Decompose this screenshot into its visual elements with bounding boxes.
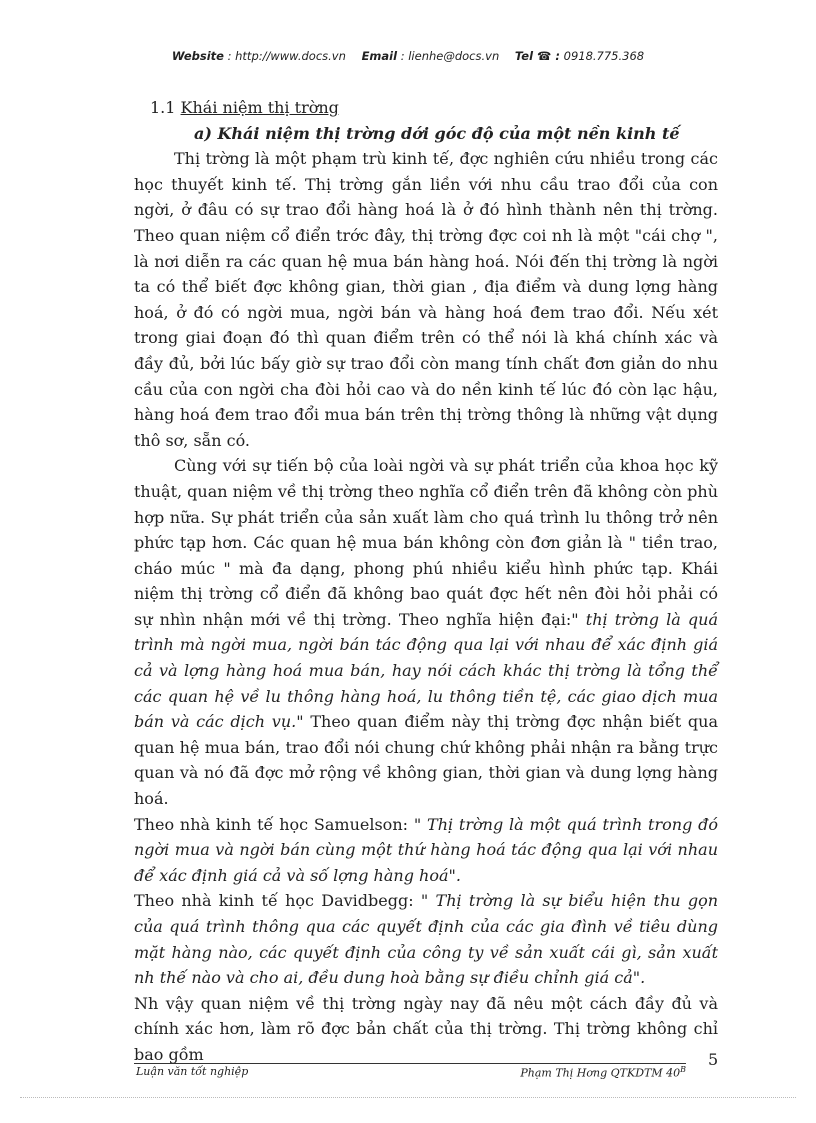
page-header — [0, 49, 816, 63]
paragraph-4-quote: Thị trờng là sự biểu hiện thu gọn của quá trình thông qua các quyết định của các gia đình về tiêu dùng mặt hàng nào, các quyết định của công ty về sản xuất cái gì, sản xuất nh thế nào và cho ai, đều dung hoà bằng sự điều chỉnh giá cả". — [134, 891, 719, 988]
tel-label: Tel ☎ : — [514, 49, 560, 63]
tel-value: 0918.775.368 — [563, 49, 645, 63]
paragraph-1: Thị trờng là một phạm trù kinh tế, đợc nghiên cứu nhiều trong các học thuyết kinh tế. Thị trờng gắn liền với nhu cầu trao đổi của con ngời, ở đâu có sự trao đổi hàng hoá là ở đó hình thành nên thị trờng. Theo quan niệm cổ điển trớc đây, thị trờng đợc coi nh là một "cái chợ ", là nơi diễn ra các quan hệ mua bán hàng hoá. Nói đến thị trờng là ngời ta có thể biết đợc không gian, thời gian , địa điểm và dung lợng hàng hoá, ở đó có ngời mua, ngời bán và hàng hoá đem trao đổi. Nếu xét trong giai đoạn đó thì quan điểm trên có thể nói là khá chính xác và đầy đủ, bởi lúc bấy giờ sự trao đổi còn mang tính chất đơn giản do nhu cầu của con ngời cha đòi hỏi cao và do nền kinh tế lúc đó còn lạc hậu, hàng hoá đem trao đổi mua bán trên thị trờng thông là những vật dụng thô sơ, sẵn có. — [134, 149, 718, 450]
email-label: Email — [361, 49, 398, 63]
subsection-heading: a) Khái niệm thị trờng dới góc độ của một nền kinh tế — [194, 123, 680, 143]
page-bottom-border — [20, 1097, 796, 1098]
paragraph-2-text-a: Cùng với sự tiến bộ của loài ngời và sự phát triển của khoa học kỹ thuật, quan niệm về thị trờng theo nghĩa cổ điển trên đã không còn phù hợp nữa. Sự phát triển của sản xuất làm cho quá trình lu thông trở nên phức tạp hơn. Các quan hệ mua bán không còn đơn giản là " tiền trao, cháo múc " mà đa dạng, phong phú nhiều kiểu hình phức tạp. Khái niệm thị trờng cổ điển đã không bao quát đợc hết nên đòi hỏi phải có sự nhìn nhận mới về thị trờng. Theo nghĩa hiện đại:" — [134, 456, 718, 629]
footer-author: Phạm Thị Hơng QTKDTM 40 — [520, 1066, 681, 1080]
paragraph-2 — [134, 453, 718, 811]
page-number: 5 — [708, 1050, 719, 1069]
section-title: Khái niệm thị trờng — [180, 98, 339, 117]
paragraph-3-quote: Thị trờng là một quá trình trong đó ngời mua và ngời bán cùng một thứ hàng hoá tác động qua lại với nhau để xác định giá cả và số lợng hàng hoá". — [134, 814, 719, 885]
section-heading — [150, 95, 718, 121]
website-value[interactable]: : http://www.docs.vn — [227, 49, 346, 63]
footer-class-suffix: B — [680, 1065, 686, 1074]
paragraph-3-text: Theo nhà kinh tế học Samuelson: " — [134, 814, 422, 834]
footer-divider — [134, 1063, 686, 1064]
footer-right-text — [520, 1065, 686, 1080]
paragraph-5: Nh vậy quan niệm về thị trờng ngày nay đã nêu một cách đầy đủ và chính xác hơn, làm rõ đợc bản chất của thị trờng. Thị trờng không chỉ bao gồm — [134, 993, 718, 1064]
paragraph-4-text: Theo nhà kinh tế học Davidbegg: " — [134, 891, 429, 911]
paragraph-2-text-b: Theo quan điểm này thị trờng đợc nhận biết qua quan hệ mua bán, trao đổi nói chung chứ không phải nhận ra bằng trực quan và nó đã đợc mở rộng về không gian, thời gian và dung lợng hàng hoá. — [134, 712, 718, 809]
paragraph-2-quote: thị trờng là quá trình mà ngời mua, ngời bán tác động qua lại với nhau để xác định giá cả và lợng hàng hoá mua bán, hay nói cách khác thị trờng là tổng thể các quan hệ về lu thông hàng hoá, lu thông tiền tệ, các giao dịch mua bán và các dịch vụ." — [134, 609, 718, 732]
footer-left-text: Luận văn tốt nghiệp — [136, 1065, 249, 1078]
website-label: Website — [171, 49, 224, 63]
section-number: 1.1 — [150, 98, 176, 117]
email-value[interactable]: : lienhe@docs.vn — [400, 49, 500, 63]
paragraph-4 — [134, 888, 718, 990]
paragraph-3 — [134, 812, 718, 889]
document-body — [134, 95, 718, 1068]
